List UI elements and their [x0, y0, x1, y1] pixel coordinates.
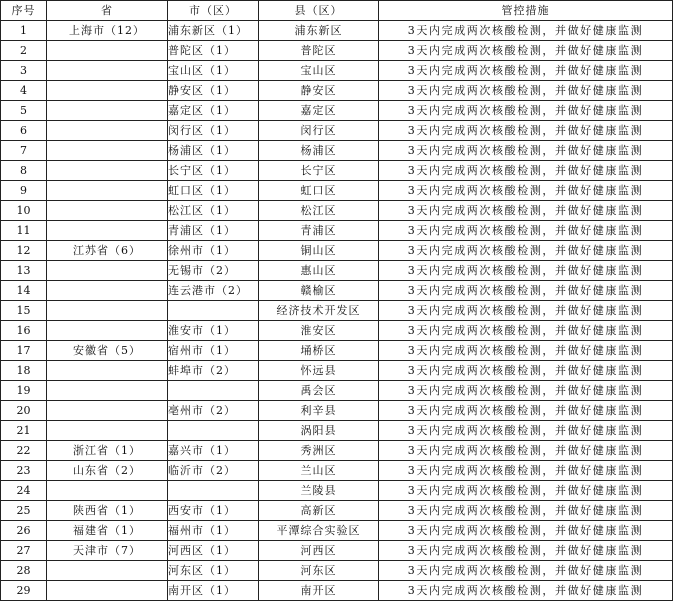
table-row [1, 561, 673, 581]
cell-serial-number: 10 [1, 201, 47, 221]
header-control-measures: 管控措施 [379, 1, 673, 21]
cell-city-district: 嘉定区（1） [168, 101, 259, 121]
cell-control-measure: 3天内完成两次核酸检测，并做好健康监测 [379, 141, 673, 161]
cell-province [47, 181, 168, 201]
cell-county-district: 赣榆区 [259, 281, 379, 301]
cell-city-district: 河东区（1） [168, 561, 259, 581]
cell-city-district: 闵行区（1） [168, 121, 259, 141]
cell-city-district: 南开区（1） [168, 581, 259, 601]
cell-province [47, 421, 168, 441]
cell-county-district: 虹口区 [259, 181, 379, 201]
cell-province: 上海市（12） [47, 21, 168, 41]
cell-serial-number: 5 [1, 101, 47, 121]
cell-county-district: 秀洲区 [259, 441, 379, 461]
cell-control-measure: 3天内完成两次核酸检测，并做好健康监测 [379, 341, 673, 361]
cell-province: 山东省（2） [47, 461, 168, 481]
table-row [1, 401, 673, 421]
cell-control-measure: 3天内完成两次核酸检测，并做好健康监测 [379, 481, 673, 501]
cell-control-measure: 3天内完成两次核酸检测，并做好健康监测 [379, 281, 673, 301]
cell-province [47, 581, 168, 601]
table-row [1, 141, 673, 161]
cell-province [47, 321, 168, 341]
cell-county-district: 普陀区 [259, 41, 379, 61]
table-row [1, 221, 673, 241]
cell-county-district: 兰陵县 [259, 481, 379, 501]
cell-control-measure: 3天内完成两次核酸检测，并做好健康监测 [379, 381, 673, 401]
cell-county-district: 禹会区 [259, 381, 379, 401]
table-row [1, 321, 673, 341]
cell-city-district: 徐州市（1） [168, 241, 259, 261]
table-row [1, 581, 673, 601]
cell-serial-number: 17 [1, 341, 47, 361]
cell-serial-number: 14 [1, 281, 47, 301]
header-province: 省 [47, 1, 168, 21]
cell-province [47, 61, 168, 81]
cell-control-measure: 3天内完成两次核酸检测，并做好健康监测 [379, 81, 673, 101]
cell-serial-number: 28 [1, 561, 47, 581]
cell-serial-number: 25 [1, 501, 47, 521]
table-row [1, 501, 673, 521]
cell-province: 福建省（1） [47, 521, 168, 541]
cell-province [47, 281, 168, 301]
cell-serial-number: 26 [1, 521, 47, 541]
cell-serial-number: 15 [1, 301, 47, 321]
cell-county-district: 怀远县 [259, 361, 379, 381]
cell-serial-number: 2 [1, 41, 47, 61]
cell-control-measure: 3天内完成两次核酸检测，并做好健康监测 [379, 361, 673, 381]
cell-serial-number: 3 [1, 61, 47, 81]
table-row [1, 361, 673, 381]
cell-province: 天津市（7） [47, 541, 168, 561]
cell-county-district: 松江区 [259, 201, 379, 221]
cell-province [47, 261, 168, 281]
cell-city-district: 长宁区（1） [168, 161, 259, 181]
table-row [1, 441, 673, 461]
cell-serial-number: 18 [1, 361, 47, 381]
table-row [1, 261, 673, 281]
cell-province: 浙江省（1） [47, 441, 168, 461]
cell-province [47, 301, 168, 321]
table-row [1, 481, 673, 501]
cell-county-district: 惠山区 [259, 261, 379, 281]
cell-control-measure: 3天内完成两次核酸检测，并做好健康监测 [379, 301, 673, 321]
cell-province: 江苏省（6） [47, 241, 168, 261]
cell-province [47, 361, 168, 381]
cell-county-district: 浦东新区 [259, 21, 379, 41]
header-county-district: 县（区） [259, 1, 379, 21]
cell-city-district: 河西区（1） [168, 541, 259, 561]
cell-serial-number: 23 [1, 461, 47, 481]
cell-control-measure: 3天内完成两次核酸检测，并做好健康监测 [379, 21, 673, 41]
cell-serial-number: 22 [1, 441, 47, 461]
cell-city-district: 虹口区（1） [168, 181, 259, 201]
cell-county-district: 长宁区 [259, 161, 379, 181]
table-row [1, 41, 673, 61]
cell-control-measure: 3天内完成两次核酸检测，并做好健康监测 [379, 461, 673, 481]
cell-county-district: 铜山区 [259, 241, 379, 261]
cell-control-measure: 3天内完成两次核酸检测，并做好健康监测 [379, 401, 673, 421]
cell-province [47, 41, 168, 61]
cell-city-district: 嘉兴市（1） [168, 441, 259, 461]
cell-city-district: 宿州市（1） [168, 341, 259, 361]
cell-county-district: 闵行区 [259, 121, 379, 141]
cell-county-district: 青浦区 [259, 221, 379, 241]
cell-serial-number: 21 [1, 421, 47, 441]
cell-city-district [168, 381, 259, 401]
cell-city-district: 蚌埠市（2） [168, 361, 259, 381]
cell-county-district: 淮安区 [259, 321, 379, 341]
cell-city-district: 普陀区（1） [168, 41, 259, 61]
cell-city-district: 临沂市（2） [168, 461, 259, 481]
cell-city-district: 淮安市（1） [168, 321, 259, 341]
cell-control-measure: 3天内完成两次核酸检测，并做好健康监测 [379, 541, 673, 561]
cell-county-district: 利辛县 [259, 401, 379, 421]
cell-serial-number: 8 [1, 161, 47, 181]
cell-city-district: 福州市（1） [168, 521, 259, 541]
cell-serial-number: 6 [1, 121, 47, 141]
cell-serial-number: 24 [1, 481, 47, 501]
table-row [1, 201, 673, 221]
cell-province [47, 201, 168, 221]
cell-province [47, 141, 168, 161]
table-row [1, 381, 673, 401]
cell-control-measure: 3天内完成两次核酸检测，并做好健康监测 [379, 201, 673, 221]
cell-control-measure: 3天内完成两次核酸检测，并做好健康监测 [379, 581, 673, 601]
cell-province [47, 121, 168, 141]
cell-control-measure: 3天内完成两次核酸检测，并做好健康监测 [379, 121, 673, 141]
cell-serial-number: 1 [1, 21, 47, 41]
header-city-district: 市（区） [168, 1, 259, 21]
cell-county-district: 平潭综合实验区 [259, 521, 379, 541]
cell-control-measure: 3天内完成两次核酸检测，并做好健康监测 [379, 421, 673, 441]
cell-control-measure: 3天内完成两次核酸检测，并做好健康监测 [379, 321, 673, 341]
cell-serial-number: 29 [1, 581, 47, 601]
cell-county-district: 嘉定区 [259, 101, 379, 121]
cell-province [47, 561, 168, 581]
cell-control-measure: 3天内完成两次核酸检测，并做好健康监测 [379, 61, 673, 81]
cell-province [47, 221, 168, 241]
cell-serial-number: 27 [1, 541, 47, 561]
table-row [1, 281, 673, 301]
header-serial-number: 序号 [1, 1, 47, 21]
cell-county-district: 宝山区 [259, 61, 379, 81]
cell-serial-number: 11 [1, 221, 47, 241]
cell-serial-number: 20 [1, 401, 47, 421]
cell-control-measure: 3天内完成两次核酸检测，并做好健康监测 [379, 501, 673, 521]
cell-control-measure: 3天内完成两次核酸检测，并做好健康监测 [379, 181, 673, 201]
cell-control-measure: 3天内完成两次核酸检测，并做好健康监测 [379, 41, 673, 61]
cell-county-district: 静安区 [259, 81, 379, 101]
cell-control-measure: 3天内完成两次核酸检测，并做好健康监测 [379, 521, 673, 541]
table-header-row [1, 1, 673, 21]
cell-serial-number: 9 [1, 181, 47, 201]
cell-county-district: 南开区 [259, 581, 379, 601]
cell-county-district: 河西区 [259, 541, 379, 561]
cell-county-district: 高新区 [259, 501, 379, 521]
cell-city-district: 无锡市（2） [168, 261, 259, 281]
table-row [1, 121, 673, 141]
table-row [1, 21, 673, 41]
cell-province: 安徽省（5） [47, 341, 168, 361]
table-row [1, 181, 673, 201]
cell-city-district [168, 421, 259, 441]
table-row [1, 341, 673, 361]
cell-county-district: 经济技术开发区 [259, 301, 379, 321]
cell-city-district [168, 481, 259, 501]
cell-serial-number: 7 [1, 141, 47, 161]
cell-city-district: 松江区（1） [168, 201, 259, 221]
cell-city-district: 宝山区（1） [168, 61, 259, 81]
table-row [1, 421, 673, 441]
cell-city-district: 静安区（1） [168, 81, 259, 101]
table-row [1, 81, 673, 101]
cell-serial-number: 19 [1, 381, 47, 401]
cell-province [47, 101, 168, 121]
table-row [1, 541, 673, 561]
table-row [1, 61, 673, 81]
cell-county-district: 埇桥区 [259, 341, 379, 361]
cell-city-district: 西安市（1） [168, 501, 259, 521]
cell-province: 陕西省（1） [47, 501, 168, 521]
table-row [1, 161, 673, 181]
table-row [1, 301, 673, 321]
cell-city-district: 亳州市（2） [168, 401, 259, 421]
cell-city-district: 浦东新区（1） [168, 21, 259, 41]
cell-control-measure: 3天内完成两次核酸检测，并做好健康监测 [379, 241, 673, 261]
cell-county-district: 杨浦区 [259, 141, 379, 161]
cell-province [47, 401, 168, 421]
cell-province [47, 81, 168, 101]
table-row [1, 461, 673, 481]
cell-control-measure: 3天内完成两次核酸检测，并做好健康监测 [379, 161, 673, 181]
table-row [1, 241, 673, 261]
cell-control-measure: 3天内完成两次核酸检测，并做好健康监测 [379, 261, 673, 281]
cell-serial-number: 12 [1, 241, 47, 261]
cell-county-district: 涡阳县 [259, 421, 379, 441]
cell-province [47, 481, 168, 501]
cell-serial-number: 4 [1, 81, 47, 101]
table-body [1, 21, 673, 601]
cell-control-measure: 3天内完成两次核酸检测，并做好健康监测 [379, 221, 673, 241]
cell-province [47, 161, 168, 181]
cell-control-measure: 3天内完成两次核酸检测，并做好健康监测 [379, 441, 673, 461]
cell-province [47, 381, 168, 401]
cell-control-measure: 3天内完成两次核酸检测，并做好健康监测 [379, 561, 673, 581]
cell-city-district [168, 301, 259, 321]
cell-serial-number: 13 [1, 261, 47, 281]
cell-county-district: 河东区 [259, 561, 379, 581]
cell-county-district: 兰山区 [259, 461, 379, 481]
cell-city-district: 连云港市（2） [168, 281, 259, 301]
table-row [1, 101, 673, 121]
cell-city-district: 杨浦区（1） [168, 141, 259, 161]
table-row [1, 521, 673, 541]
cell-control-measure: 3天内完成两次核酸检测，并做好健康监测 [379, 101, 673, 121]
cell-city-district: 青浦区（1） [168, 221, 259, 241]
cell-serial-number: 16 [1, 321, 47, 341]
